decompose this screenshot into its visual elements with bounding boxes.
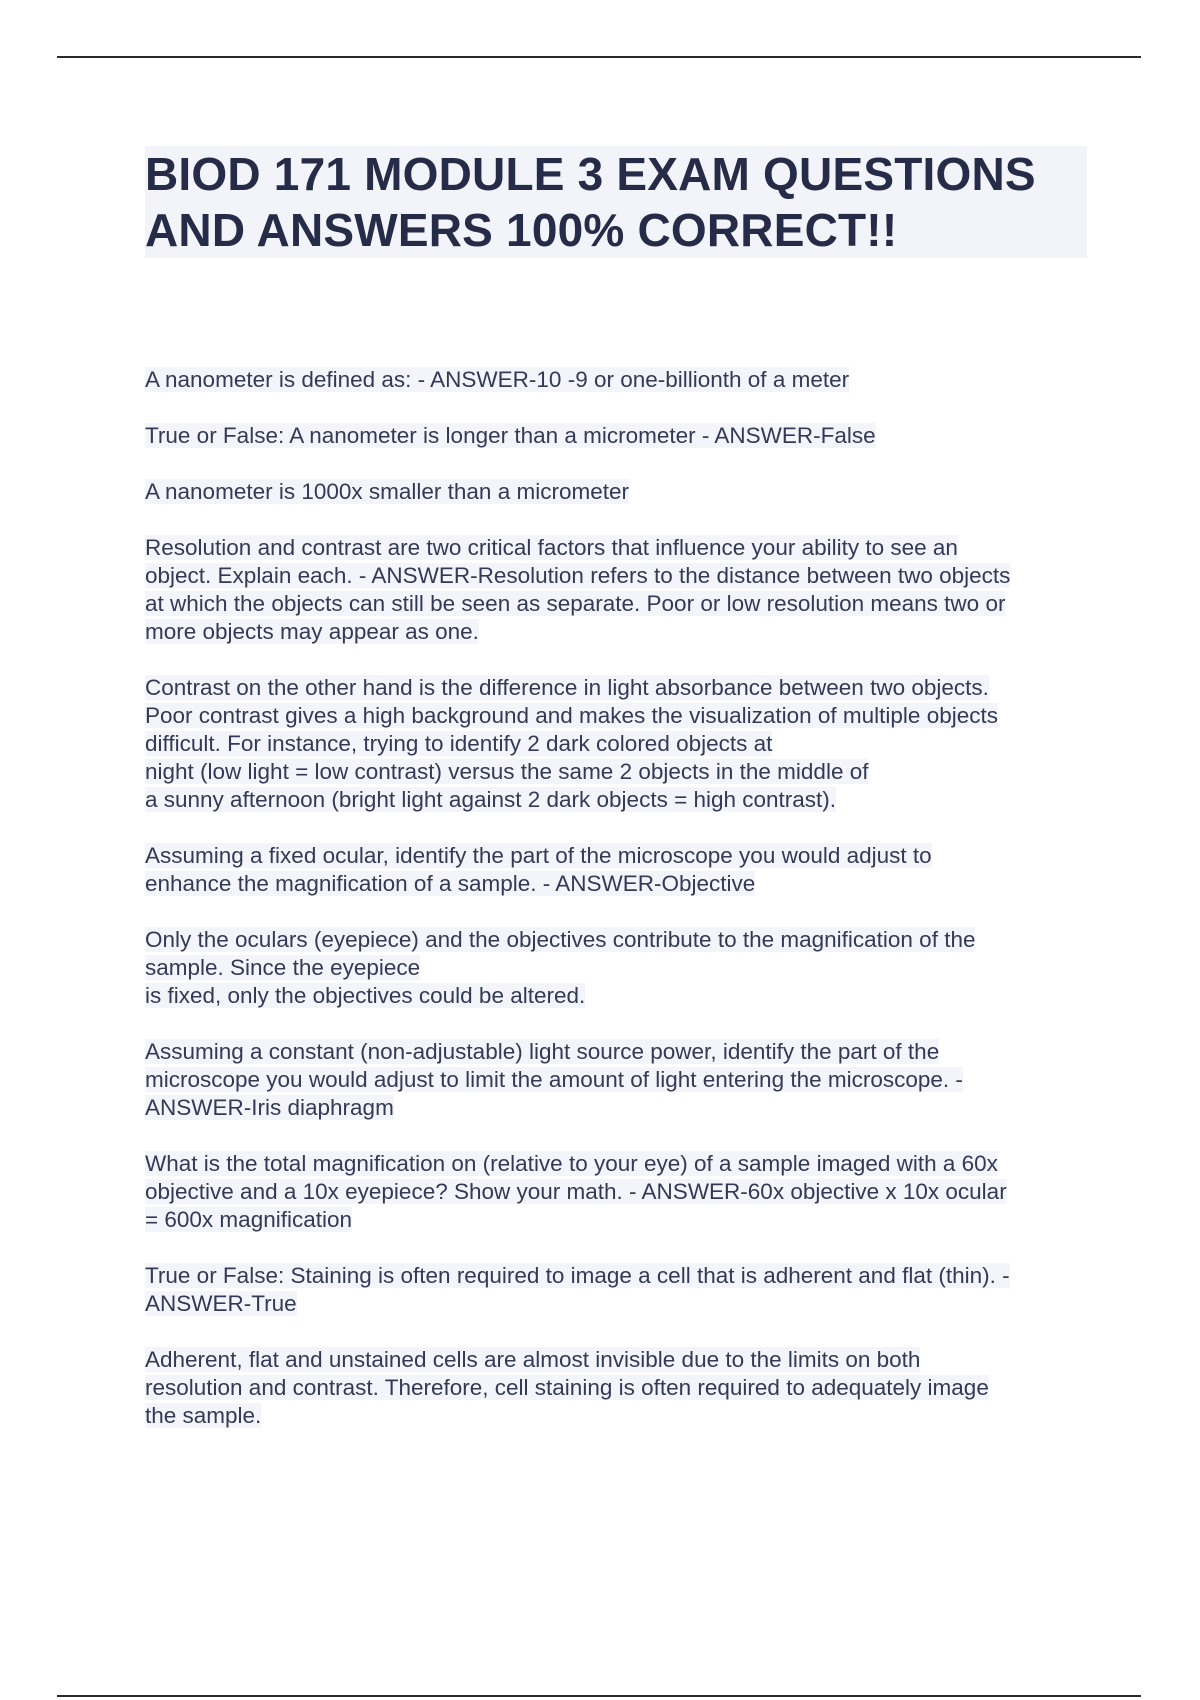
paragraph-line-text: a sunny afternoon (bright light against 2 dark objects = high contrast). — [145, 787, 837, 812]
paragraph-line-text: ANSWER-True — [145, 1291, 297, 1316]
top-rule — [57, 56, 1141, 58]
paragraph-line-text: the sample. — [145, 1403, 262, 1428]
qa-paragraph — [145, 926, 1089, 1010]
paragraph-line-text: microscope you would adjust to limit the amount of light entering the microscope. - — [145, 1067, 963, 1092]
qa-paragraph — [145, 674, 1089, 814]
paragraph-line — [145, 562, 1089, 590]
paragraph-line-text: object. Explain each. - ANSWER-Resolution refers to the distance between two objects — [145, 563, 1011, 588]
qa-paragraph — [145, 1262, 1089, 1318]
paragraph-line-text: A nanometer is 1000x smaller than a micrometer — [145, 479, 629, 504]
paragraph-line-text: Assuming a constant (non-adjustable) light source power, identify the part of the — [145, 1039, 940, 1064]
paragraph-line — [145, 618, 1089, 646]
qa-paragraph — [145, 1150, 1089, 1234]
paragraph-line — [145, 786, 1089, 814]
paragraph-line — [145, 1038, 1089, 1066]
title-line-1: BIOD 171 MODULE 3 EXAM QUESTIONS — [145, 148, 1036, 200]
paragraph-line — [145, 842, 1089, 870]
qa-paragraph — [145, 1346, 1089, 1430]
paragraph-line-text: night (low light = low contrast) versus the same 2 objects in the middle of — [145, 759, 869, 784]
paragraph-line-text: objective and a 10x eyepiece? Show your math. - ANSWER-60x objective x 10x ocular — [145, 1179, 1007, 1204]
title-line-2: AND ANSWERS 100% CORRECT!! — [145, 204, 898, 256]
document-body — [145, 366, 1089, 1458]
paragraph-line-text: is fixed, only the objectives could be altered. — [145, 983, 586, 1008]
paragraph-line — [145, 926, 1089, 954]
paragraph-line-text: True or False: Staining is often required to image a cell that is adherent and flat (thin). - — [145, 1263, 1010, 1288]
paragraph-line-text: more objects may appear as one. — [145, 619, 479, 644]
paragraph-line — [145, 730, 1089, 758]
paragraph-line — [145, 1402, 1089, 1430]
paragraph-line — [145, 702, 1089, 730]
paragraph-line-text: Poor contrast gives a high background and makes the visualization of multiple objects — [145, 703, 998, 728]
paragraph-line — [145, 366, 1089, 394]
paragraph-line-text: Adherent, flat and unstained cells are almost invisible due to the limits on both — [145, 1347, 921, 1372]
qa-paragraph — [145, 366, 1089, 394]
paragraph-line — [145, 1178, 1089, 1206]
paragraph-line — [145, 674, 1089, 702]
paragraph-line — [145, 422, 1089, 450]
qa-paragraph — [145, 422, 1089, 450]
paragraph-line-text: at which the objects can still be seen as separate. Poor or low resolution means two or — [145, 591, 1006, 616]
paragraph-line — [145, 870, 1089, 898]
qa-paragraph — [145, 842, 1089, 898]
qa-paragraph — [145, 534, 1089, 646]
paragraph-line — [145, 478, 1089, 506]
paragraph-line — [145, 1206, 1089, 1234]
qa-paragraph — [145, 1038, 1089, 1122]
paragraph-line — [145, 1290, 1089, 1318]
paragraph-line — [145, 982, 1089, 1010]
paragraph-line — [145, 954, 1089, 982]
paragraph-line — [145, 1346, 1089, 1374]
paragraph-line — [145, 1094, 1089, 1122]
paragraph-line-text: Only the oculars (eyepiece) and the objectives contribute to the magnification of the — [145, 927, 976, 952]
paragraph-line — [145, 534, 1089, 562]
paragraph-line-text: A nanometer is defined as: - ANSWER-10 -9 or one-billionth of a meter — [145, 367, 850, 392]
paragraph-line — [145, 1262, 1089, 1290]
paragraph-line — [145, 1374, 1089, 1402]
paragraph-line-text: Resolution and contrast are two critical factors that influence your ability to see an — [145, 535, 958, 560]
paragraph-line-text: enhance the magnification of a sample. - ANSWER-Objective — [145, 871, 756, 896]
paragraph-line-text: sample. Since the eyepiece — [145, 955, 421, 980]
paragraph-line — [145, 1066, 1089, 1094]
paragraph-line-text: Contrast on the other hand is the difference in light absorbance between two objects. — [145, 675, 989, 700]
paragraph-line-text: = 600x magnification — [145, 1207, 353, 1232]
paragraph-line — [145, 590, 1089, 618]
paragraph-line — [145, 1150, 1089, 1178]
qa-paragraph — [145, 478, 1089, 506]
paragraph-line-text: Assuming a fixed ocular, identify the part of the microscope you would adjust to — [145, 843, 932, 868]
paragraph-line-text: What is the total magnification on (relative to your eye) of a sample imaged with a 60x — [145, 1151, 998, 1176]
paragraph-line — [145, 758, 1089, 786]
paragraph-line-text: resolution and contrast. Therefore, cell staining is often required to adequately image — [145, 1375, 989, 1400]
bottom-rule — [57, 1695, 1141, 1697]
paragraph-line-text: difficult. For instance, trying to identify 2 dark colored objects at — [145, 731, 773, 756]
document-title — [145, 146, 1087, 258]
paragraph-line-text: ANSWER-Iris diaphragm — [145, 1095, 394, 1120]
paragraph-line-text: True or False: A nanometer is longer than a micrometer - ANSWER-False — [145, 423, 876, 448]
